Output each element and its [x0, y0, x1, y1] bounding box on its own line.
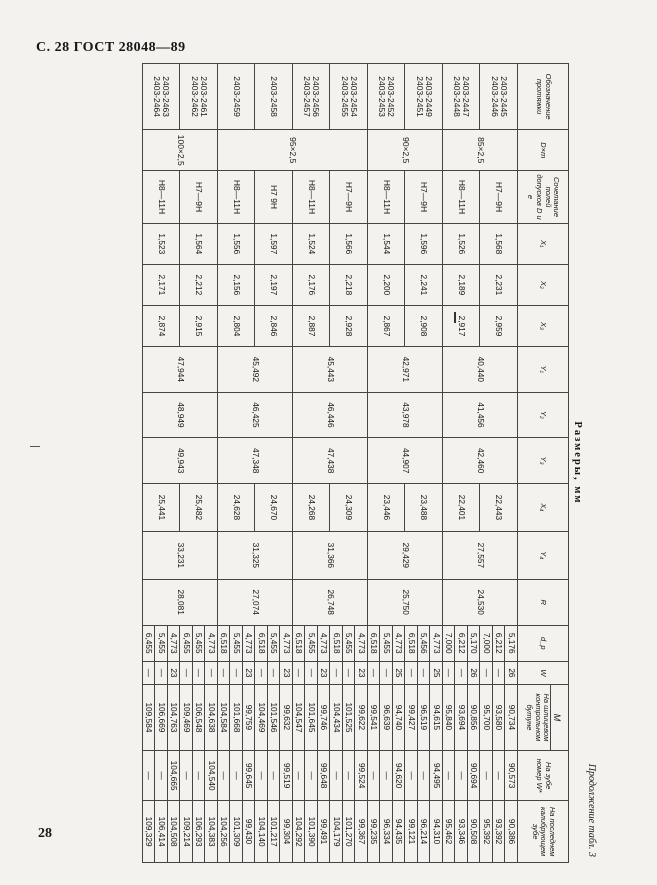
table-row [430, 64, 443, 863]
cell-x1: 1,566 [330, 223, 368, 264]
cell-w: — [218, 662, 231, 685]
header-bush-label: На шлицевом контрольном бутуне [525, 693, 552, 742]
cell-x2: 2,212 [180, 264, 218, 305]
header-x4: X₄ [518, 483, 569, 531]
cell-r: 26,748 [293, 579, 368, 625]
cell-w: 23 [280, 662, 293, 685]
cell-bush: 94,740 [393, 684, 406, 750]
header-r: R [518, 579, 569, 625]
cell-last-tooth: 96,214 [418, 801, 431, 863]
cell-y1: 47,944 [143, 347, 218, 393]
cell-dp: 4,773 [318, 625, 331, 662]
cell-x2: 2,197 [255, 264, 293, 305]
cell-last-tooth: 104,383 [205, 801, 218, 863]
cell-y1: 40,440 [443, 347, 518, 393]
cell-w: — [418, 662, 431, 685]
cell-w: — [180, 662, 193, 685]
cell-tooth: — [143, 751, 156, 801]
cell-w: — [193, 662, 206, 685]
cell-w: — [255, 662, 268, 685]
cell-y3: 49,943 [143, 438, 218, 484]
cell-tooth: — [180, 751, 193, 801]
cell-y1: 45,492 [218, 347, 293, 393]
cell-tooth: — [330, 751, 343, 801]
cell-w: — [343, 662, 356, 685]
cell-last-tooth: 104,140 [255, 801, 268, 863]
cell-dp: 4,773 [355, 625, 368, 662]
cell-dp: 6,518 [293, 625, 306, 662]
header-w: W [518, 662, 569, 685]
cell-y3: 44,907 [368, 438, 443, 484]
cell-w: 26 [505, 662, 518, 685]
header-tolerance: Сочетание полей допусков D и e [518, 171, 569, 224]
cell-x4: 24,309 [330, 483, 368, 531]
cell-w: 23 [318, 662, 331, 685]
cell-w: — [293, 662, 306, 685]
cell-bush: 99,759 [243, 684, 256, 750]
cell-x3: 2,804 [218, 305, 256, 346]
cell-w: — [330, 662, 343, 685]
cell-x2: 2,218 [330, 264, 368, 305]
cell-last-tooth: 94,435 [393, 801, 406, 863]
cell-x2: 2,176 [293, 264, 331, 305]
cell-x1: 1,597 [255, 223, 293, 264]
cell-code: 2403-2454 2403-2455 [330, 64, 368, 130]
cell-w: 25 [430, 662, 443, 685]
cell-last-tooth: 99,491 [318, 801, 331, 863]
cell-last-tooth: 99,235 [368, 801, 381, 863]
cell-tooth: — [455, 751, 468, 801]
cell-tooth: — [405, 751, 418, 801]
cell-bush: 106,548 [193, 684, 206, 750]
cell-dp: 5,176 [505, 625, 518, 662]
cell-dp: 6,518 [218, 625, 231, 662]
cell-bush: 104,434 [330, 684, 343, 750]
cell-dm: 100×2,5 [143, 130, 218, 171]
cell-r: 25,750 [368, 579, 443, 625]
cell-x3: 2,959 [480, 305, 518, 346]
header-y3: Y₃ [518, 438, 569, 484]
cell-y4: 31,325 [218, 531, 293, 579]
cell-w: — [493, 662, 506, 685]
cell-dp: 6,212 [493, 625, 506, 662]
cell-bush: 101,546 [268, 684, 281, 750]
cell-dp: 5,455 [380, 625, 393, 662]
cell-x1: 1,568 [480, 223, 518, 264]
cell-tolerance: H7—9H [180, 171, 218, 224]
cell-bush: 104,469 [255, 684, 268, 750]
cell-bush: 101,645 [305, 684, 318, 750]
cell-last-tooth: 101,309 [230, 801, 243, 863]
cell-last-tooth: 106,414 [155, 801, 168, 863]
cell-w: — [380, 662, 393, 685]
cell-dp: 6,518 [330, 625, 343, 662]
cell-bush: 101,668 [230, 684, 243, 750]
cell-last-tooth: 104,179 [330, 801, 343, 863]
cell-tooth: 99,645 [243, 751, 256, 801]
cell-last-tooth: 99,430 [243, 801, 256, 863]
cell-x3: 2,887 [293, 305, 331, 346]
cell-tolerance: H7—9H [330, 171, 368, 224]
cell-tooth: — [480, 751, 493, 801]
cell-y2: 46,446 [293, 392, 368, 438]
cell-y1: 45,443 [293, 347, 368, 393]
cell-last-tooth: 99,367 [355, 801, 368, 863]
cell-tooth: — [255, 751, 268, 801]
cell-tolerance: H7—9H [480, 171, 518, 224]
cell-bush: 95,840 [443, 684, 456, 750]
cell-bush: 99,746 [318, 684, 331, 750]
cell-last-tooth: 101,270 [343, 801, 356, 863]
cell-r: 28,081 [143, 579, 218, 625]
cell-tooth: — [193, 751, 206, 801]
cell-dp: 5,455 [193, 625, 206, 662]
cell-x1: 1,544 [368, 223, 406, 264]
cell-x4: 22,443 [480, 483, 518, 531]
cell-tolerance: H8—11H [293, 171, 331, 224]
cell-code: 2403-2459 [218, 64, 256, 130]
cell-tolerance: H7—9H [405, 171, 443, 224]
cell-last-tooth: 104,508 [168, 801, 181, 863]
cell-tolerance: H8—11H [218, 171, 256, 224]
cell-y3: 47,438 [293, 438, 368, 484]
cell-x2: 2,231 [480, 264, 518, 305]
cell-bush: 99,541 [368, 684, 381, 750]
dimensions-table [142, 63, 569, 863]
cell-x3: 2,846 [255, 305, 293, 346]
cell-tooth: 99,648 [318, 751, 331, 801]
cell-x2: 2,156 [218, 264, 256, 305]
cell-last-tooth: 99,304 [280, 801, 293, 863]
cell-bush: 96,639 [380, 684, 393, 750]
header-last-tooth: На последнем калибрующем зубе [518, 801, 569, 863]
cell-tooth: 104,540 [205, 751, 218, 801]
cell-tooth: — [343, 751, 356, 801]
cell-w: — [480, 662, 493, 685]
rotated-table-block [71, 63, 599, 863]
cell-dp: 6,518 [255, 625, 268, 662]
header-x2: X₂ [518, 264, 569, 305]
cell-tooth: 99,519 [280, 751, 293, 801]
cell-code: 2403-2458 [255, 64, 293, 130]
cell-x2: 2,189 [443, 264, 481, 305]
section-title: Размеры, мм [572, 421, 583, 505]
header-m: М [550, 685, 561, 750]
cell-dp: 4,773 [430, 625, 443, 662]
cell-w: — [455, 662, 468, 685]
cell-x4: 25,441 [143, 483, 181, 531]
cell-w: — [205, 662, 218, 685]
header-row [518, 64, 569, 863]
cell-x4: 24,670 [255, 483, 293, 531]
cell-bush: 93,694 [455, 684, 468, 750]
cell-x3: 2,908 [405, 305, 443, 346]
cell-bush: 109,469 [180, 684, 193, 750]
cell-dp: 6,455 [180, 625, 193, 662]
cell-w: — [405, 662, 418, 685]
header-y4: Y₄ [518, 531, 569, 579]
cell-x3: 2,915 [180, 305, 218, 346]
cell-tooth: — [268, 751, 281, 801]
cell-x3: 2,928 [330, 305, 368, 346]
cell-last-tooth: 94,310 [430, 801, 443, 863]
cell-w: — [368, 662, 381, 685]
cell-tooth: 90,694 [468, 751, 481, 801]
cell-dp: 4,773 [168, 625, 181, 662]
cell-last-tooth: 96,334 [380, 801, 393, 863]
cell-w: 23 [168, 662, 181, 685]
cell-bush: 99,622 [355, 684, 368, 750]
cell-bush: 106,669 [155, 684, 168, 750]
cell-tooth: — [230, 751, 243, 801]
cell-tolerance: H7 9H [255, 171, 293, 224]
cell-tooth: — [380, 751, 393, 801]
cell-w: — [443, 662, 456, 685]
cell-tooth: — [418, 751, 431, 801]
cell-bush: 104,763 [168, 684, 181, 750]
cell-dp: 6,212 [455, 625, 468, 662]
cell-tolerance: H8—11H [443, 171, 481, 224]
cell-x4: 24,268 [293, 483, 331, 531]
cell-last-tooth: 99,121 [405, 801, 418, 863]
cell-dp: 5,455 [268, 625, 281, 662]
cell-bush: 101,525 [343, 684, 356, 750]
cell-tooth: — [443, 751, 456, 801]
cell-last-tooth: 109,214 [180, 801, 193, 863]
cell-dp: 6,518 [368, 625, 381, 662]
cell-tooth: — [305, 751, 318, 801]
cell-w: — [155, 662, 168, 685]
cell-x1: 1,596 [405, 223, 443, 264]
cell-x4: 23,488 [405, 483, 443, 531]
cell-dp: 6,518 [405, 625, 418, 662]
cell-bush: 99,632 [280, 684, 293, 750]
cell-dp: 4,773 [280, 625, 293, 662]
cell-w: 23 [355, 662, 368, 685]
cell-dp: 7,000 [443, 625, 456, 662]
cell-tooth: 104,665 [168, 751, 181, 801]
cell-code: 2403-2456 2403-2457 [293, 64, 331, 130]
cell-x4: 23,446 [368, 483, 406, 531]
cell-x2: 2,171 [143, 264, 181, 305]
cell-dp: 7,000 [480, 625, 493, 662]
cell-bush: 94,615 [430, 684, 443, 750]
cell-y2: 48,949 [143, 392, 218, 438]
cell-tooth: 94,620 [393, 751, 406, 801]
cell-code: 2403-2452 2403-2453 [368, 64, 406, 130]
cell-y4: 31,366 [293, 531, 368, 579]
cell-last-tooth: 90,508 [468, 801, 481, 863]
cell-y3: 42,460 [443, 438, 518, 484]
cell-x1: 1,526 [443, 223, 481, 264]
cell-last-tooth: 101,390 [305, 801, 318, 863]
cell-x4: 25,482 [180, 483, 218, 531]
header-dm: D×m [518, 130, 569, 171]
cell-tooth: 90,573 [505, 751, 518, 801]
cell-y4: 27,557 [443, 531, 518, 579]
cell-x3: 2,874 [143, 305, 181, 346]
cell-last-tooth: 93,392 [493, 801, 506, 863]
header-tooth: На зубе номер W* [518, 751, 569, 801]
cell-y2: 46,425 [218, 392, 293, 438]
cell-x3: 2,867 [368, 305, 406, 346]
cell-dp: 4,773 [393, 625, 406, 662]
cell-bush: 104,584 [218, 684, 231, 750]
cell-bush: 104,638 [205, 684, 218, 750]
cell-dp: 5,455 [305, 625, 318, 662]
cell-y4: 33,231 [143, 531, 218, 579]
cell-tooth: — [293, 751, 306, 801]
page-header: С. 28 ГОСТ 28048—89 [36, 40, 186, 55]
cell-code: 2403-2449 2403-2451 [405, 64, 443, 130]
cell-dp: 5,170 [468, 625, 481, 662]
header-y1: Y₁ [518, 347, 569, 393]
cell-bush: 96,519 [418, 684, 431, 750]
table-row [280, 64, 293, 863]
table-body [143, 64, 518, 863]
table-row [505, 64, 518, 863]
cell-tolerance: H8—11H [368, 171, 406, 224]
cell-last-tooth: 104,292 [293, 801, 306, 863]
cell-y2: 43,978 [368, 392, 443, 438]
cell-dm: 90×2,5 [368, 130, 443, 171]
cell-code: 2403-2463 2403-2464 [143, 64, 181, 130]
table-row [205, 64, 218, 863]
cell-dp: 4,773 [243, 625, 256, 662]
cell-w: — [143, 662, 156, 685]
cell-last-tooth: 104,256 [218, 801, 231, 863]
cell-bush: 90,856 [468, 684, 481, 750]
cell-last-tooth: 106,293 [193, 801, 206, 863]
header-y2: Y₂ [518, 392, 569, 438]
cell-y2: 41,456 [443, 392, 518, 438]
cell-dp: 5,456 [418, 625, 431, 662]
header-bush [518, 684, 569, 750]
cell-r: 27,074 [218, 579, 293, 625]
cell-dm: 95×2,5 [218, 130, 368, 171]
cell-dp: 5,455 [343, 625, 356, 662]
cell-bush: 99,427 [405, 684, 418, 750]
cell-bush: 95,700 [480, 684, 493, 750]
page-number: 28 [38, 826, 52, 841]
cell-tooth: — [218, 751, 231, 801]
cell-y4: 29,429 [368, 531, 443, 579]
margin-dash [30, 446, 40, 447]
cell-last-tooth: 90,386 [505, 801, 518, 863]
header-code: Обозначение протяжки [518, 64, 569, 130]
cell-x1: 1,523 [143, 223, 181, 264]
cell-tooth: 94,495 [430, 751, 443, 801]
cell-x2: 2,200 [368, 264, 406, 305]
cell-y3: 47,348 [218, 438, 293, 484]
header-x3: X₃ [518, 305, 569, 346]
cell-tooth: 99,524 [355, 751, 368, 801]
header-x1: X₁ [518, 223, 569, 264]
cell-y1: 42,971 [368, 347, 443, 393]
cell-bush: 104,547 [293, 684, 306, 750]
cell-x2: 2,241 [405, 264, 443, 305]
cell-dp: 5,455 [155, 625, 168, 662]
cell-tooth: — [368, 751, 381, 801]
cell-x4: 22,401 [443, 483, 481, 531]
cell-dp: 6,455 [143, 625, 156, 662]
cell-last-tooth: 95,392 [480, 801, 493, 863]
cell-r: 24,530 [443, 579, 518, 625]
cell-dp: 4,773 [205, 625, 218, 662]
cell-dm: 85×2,5 [443, 130, 518, 171]
cell-x1: 1,564 [180, 223, 218, 264]
table-row [355, 64, 368, 863]
cell-bush: 109,584 [143, 684, 156, 750]
cell-last-tooth: 101,217 [268, 801, 281, 863]
cell-w: — [305, 662, 318, 685]
cell-code: 2403-2461 2403-2462 [180, 64, 218, 130]
cell-code: 2403-2445 2403-2446 [480, 64, 518, 130]
cell-code: 2403-2447 2403-2448 [443, 64, 481, 130]
header-dp: d_p [518, 625, 569, 662]
table-caption: Продолжение табл. 3 [586, 763, 597, 857]
cell-x1: 1,556 [218, 223, 256, 264]
cell-tooth: — [155, 751, 168, 801]
cell-tooth: — [493, 751, 506, 801]
cell-last-tooth: 93,346 [455, 801, 468, 863]
cell-x3: 2,917 [443, 305, 481, 346]
cell-w: 25 [393, 662, 406, 685]
cell-tolerance: H8—11H [143, 171, 181, 224]
cell-x1: 1,524 [293, 223, 331, 264]
cell-w: 26 [468, 662, 481, 685]
cell-w: — [268, 662, 281, 685]
cell-last-tooth: 95,462 [443, 801, 456, 863]
cell-dp: 5,455 [230, 625, 243, 662]
cell-bush: 93,580 [493, 684, 506, 750]
cell-w: — [230, 662, 243, 685]
cell-x4: 24,628 [218, 483, 256, 531]
cell-w: 23 [243, 662, 256, 685]
cell-last-tooth: 109,329 [143, 801, 156, 863]
cell-bush: 90,734 [505, 684, 518, 750]
